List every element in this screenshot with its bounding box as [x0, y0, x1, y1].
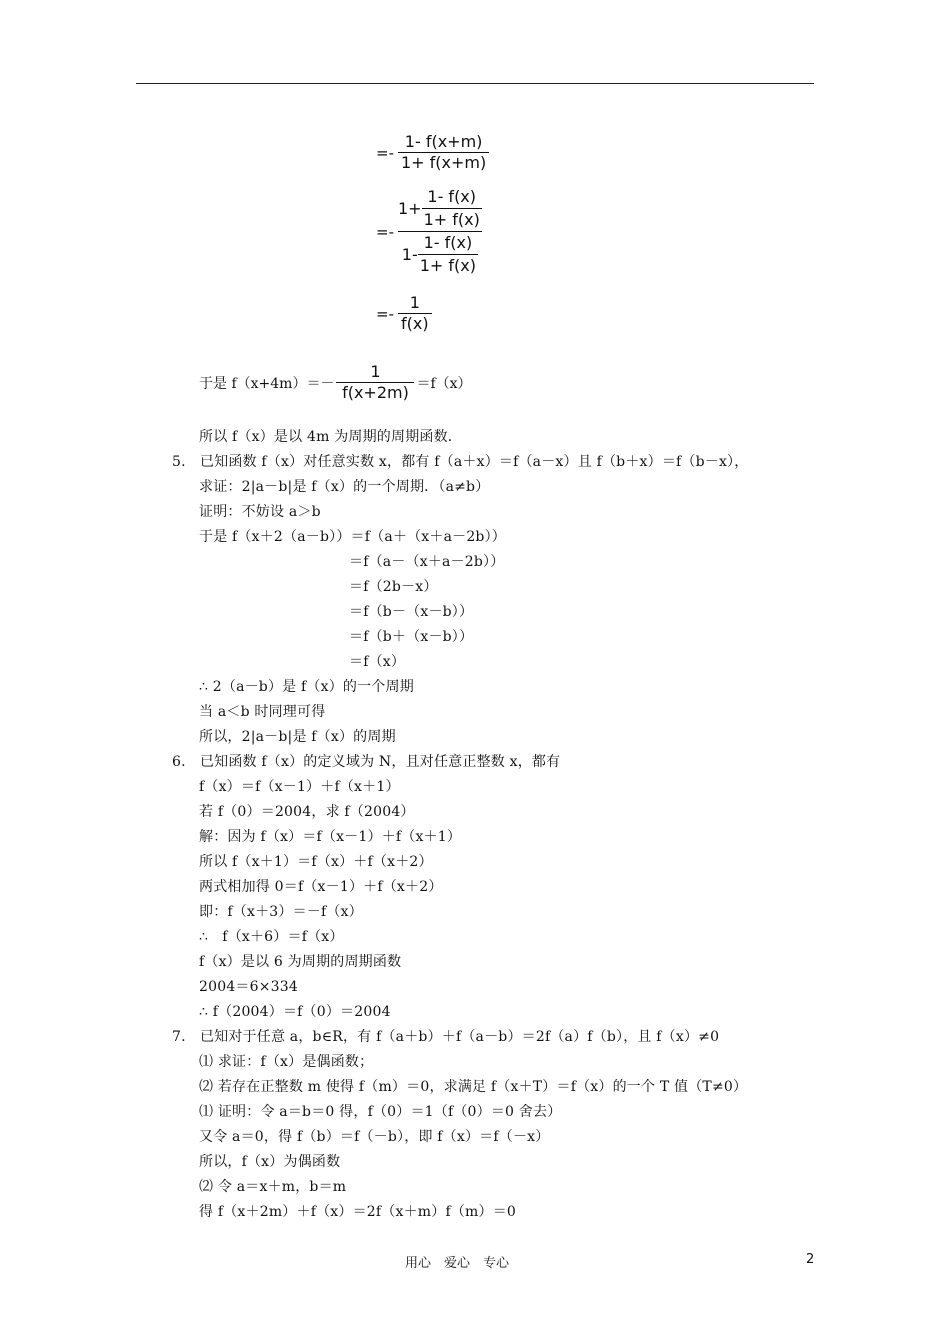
text-line: 当 a＜b 时同理可得 [199, 704, 326, 720]
text-line: ⑵ 若存在正整数 m 使得 f（m）＝0，求满足 f（x＋T）＝f（x）的一个 T 值（T≠0） [199, 1079, 748, 1095]
problem-7-statement: 7. 已知对于任意 a，b∈R，有 f（a＋b）＋f（a－b）＝2f（a）f（b），且 f（x）≠0 [172, 1029, 720, 1045]
numerator-lead: 1+ [397, 199, 422, 218]
equation-lead: 于是 f（x+4m）＝－ [199, 375, 335, 392]
inner-denominator: 1+ f(x) [419, 256, 477, 275]
text-line: 得 f（x＋2m）＋f（x）＝2f（x＋m）f（m）＝0 [199, 1204, 517, 1220]
fraction [336, 362, 414, 403]
denominator: 1+ f(x+m) [400, 153, 487, 172]
text-line: 又令 a＝0，得 f（b）＝f（－b），即 f（x）＝f（－x） [199, 1129, 550, 1145]
problem-5-statement: 5. 已知函数 f（x）对任意实数 x，都有 f（a＋x）＝f（a－x）且 f（b＋x）＝f（b－x）， [172, 454, 749, 470]
text-line: ∴ f（x＋6）＝f（x） [199, 929, 344, 945]
equation-prefix: =- [376, 143, 394, 162]
text-line: f（x）＝f（x－1）＋f（x＋1） [199, 779, 400, 795]
text-line: ⑵ 令 a＝x＋m，b＝m [199, 1179, 347, 1195]
problem-6-statement: 6. 已知函数 f（x）的定义域为 N，且对任意正整数 x，都有 [172, 754, 561, 770]
compound-denominator [402, 232, 478, 277]
text-line: 所以，f（x）为偶函数 [199, 1154, 341, 1170]
text-line: 2004＝6×334 [199, 979, 298, 995]
text-line: ＝f（2b－x） [349, 579, 438, 595]
fraction [398, 132, 489, 173]
inner-numerator: 1- f(x) [427, 187, 477, 206]
denominator: f(x) [400, 314, 429, 333]
inner-fraction-bottom [418, 232, 478, 277]
page-number: 2 [806, 1252, 815, 1267]
text-line: 于是 f（x＋2（a－b））＝f（a＋（x＋a－2b）） [199, 529, 506, 545]
inner-fraction-top [422, 186, 482, 231]
equation-4 [199, 362, 472, 403]
text-line: 所以 f（x＋1）＝f（x）＋f（x＋2） [199, 854, 433, 870]
numerator: 1 [370, 362, 381, 381]
text-line: ＝f（b－（x－b）） [349, 604, 474, 620]
text-line: ＝f（a－（x＋a－2b）） [349, 554, 505, 570]
equation-1 [376, 132, 489, 173]
text-line: f（x）是以 6 为周期的周期函数 [199, 954, 402, 970]
text-line: ⑴ 求证：f（x）是偶函数； [199, 1054, 374, 1070]
header-rule [136, 83, 814, 84]
equation-prefix: =- [376, 304, 394, 323]
text-line: ＝f（x） [349, 654, 406, 670]
text-line: 若 f（0）＝2004，求 f（2004） [199, 804, 415, 820]
text-line: 证明：不妨设 a＞b [199, 504, 321, 520]
inner-denominator: 1+ f(x) [423, 210, 480, 229]
numerator: 1 [409, 293, 420, 312]
text-line: 所以 f（x）是以 4m 为周期的周期函数． [199, 429, 463, 445]
text-line: 两式相加得 0＝f（x－1）＋f（x＋2） [199, 879, 443, 895]
compound-fraction [398, 186, 482, 277]
text-line: ∴ 2（a－b）是 f（x）的一个周期 [199, 679, 414, 695]
footer-slogan: 用心 爱心 专心 [405, 1256, 510, 1271]
text-line: 解：因为 f（x）＝f（x－1）＋f（x＋1） [199, 829, 462, 845]
equation-trail: ＝f（x） [416, 375, 472, 392]
text-line: ＝f（b＋（x－b）） [349, 629, 474, 645]
equation-3 [376, 293, 432, 334]
text-line: 求证：2|a－b|是 f（x）的一个周期．（a≠b） [199, 479, 490, 495]
equation-2 [376, 186, 482, 277]
numerator: 1- f(x+m) [404, 132, 483, 151]
inner-numerator: 1- f(x) [423, 233, 473, 252]
denominator: f(x+2m) [342, 383, 409, 402]
denominator-lead: 1- [401, 245, 418, 264]
fraction [398, 293, 432, 334]
equation-prefix: =- [376, 222, 394, 241]
text-line: 所以，2|a－b|是 f（x）的周期 [199, 729, 396, 745]
compound-numerator [398, 186, 482, 231]
text-line: 即：f（x＋3）＝－f（x） [199, 904, 363, 920]
text-line: ⑴ 证明：令 a＝b＝0 得，f（0）＝1（f（0）＝0 舍去） [199, 1104, 562, 1120]
text-line: ∴ f（2004）＝f（0）＝2004 [199, 1004, 391, 1020]
